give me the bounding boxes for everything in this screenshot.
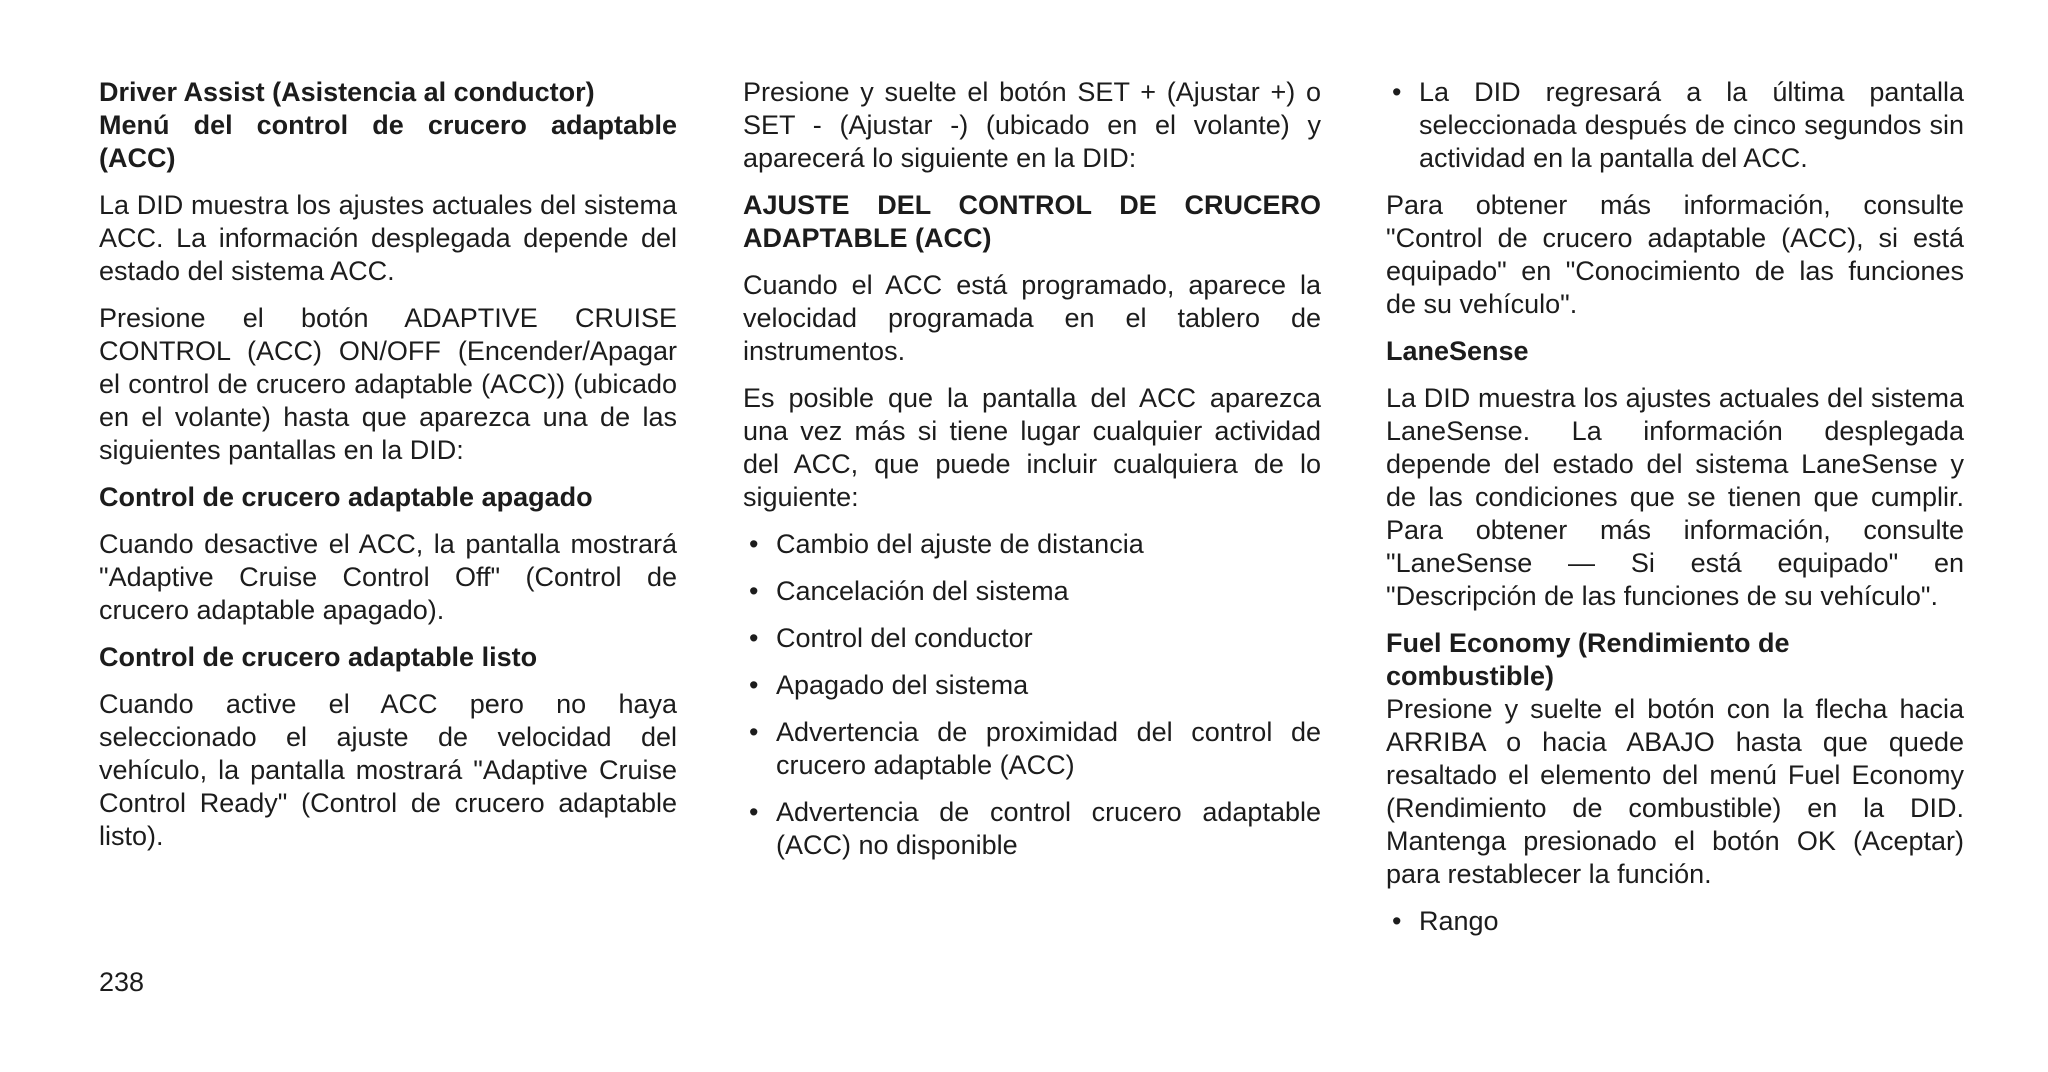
list-item — [1386, 76, 1964, 175]
section-heading-acc-menu: Menú del control de crucero adaptable (ACC) — [99, 110, 677, 173]
subheading-acc-ready: Control de crucero adaptable listo — [99, 642, 538, 672]
bullet-icon: • — [749, 670, 759, 700]
section-heading-fuel-economy: Fuel Economy (Rendimiento de combustible) — [1386, 628, 1790, 691]
bullet-icon: • — [749, 797, 759, 827]
fuel-economy-list — [1386, 905, 1964, 938]
paragraph-fuel-economy: Presione y suelte el botón con la flecha hacia ARRIBA o hacia ABAJO hasta que quede resaltado el elemento del menú Fuel Economy (Rendimiento de combustible) en la DID. Mantenga presionado el botón OK (Aceptar) para restablecer la función. — [1386, 694, 1964, 889]
bullet-icon: • — [1392, 77, 1402, 107]
list-item-text: Cancelación del sistema — [776, 576, 1069, 606]
bullet-icon: • — [749, 623, 759, 653]
paragraph-did-acc-settings: La DID muestra los ajustes actuales del sistema ACC. La información desplegada depende del estado del sistema ACC. — [99, 190, 677, 286]
list-item-text: Apagado del sistema — [776, 670, 1029, 700]
list-item — [743, 622, 1321, 655]
paragraph-acc-programmed: Cuando el ACC está programado, aparece la velocidad programada en el tablero de instrumentos. — [743, 270, 1321, 366]
list-item — [743, 669, 1321, 702]
paragraph-acc-more-info: Para obtener más información, consulte "Control de crucero adaptable (ACC), si está equipado" en "Conocimiento de las funciones de su vehículo". — [1386, 190, 1964, 319]
paragraph-acc-button-instructions: Presione el botón ADAPTIVE CRUISE CONTROL (ACC) ON/OFF (Encender/Apagar el control de crucero adaptable (ACC)) (ubicado en el volante) hasta que aparezca una de las siguientes pantallas en la DID: — [99, 303, 677, 465]
paragraph-lanesense: La DID muestra los ajustes actuales del sistema LaneSense. La información desplegada depende del estado del sistema LaneSense y de las condiciones que se tienen que cumplir. Para obtener más información, consulte "LaneSense — Si está equipado" en "Descripción de las funciones de su vehículo". — [1386, 383, 1964, 611]
section-heading-driver-assist: Driver Assist (Asistencia al conductor) — [99, 77, 595, 107]
paragraph-acc-off: Cuando desactive el ACC, la pantalla mostrará "Adaptive Cruise Control Off" (Control de crucero adaptable apagado). — [99, 529, 677, 625]
list-item — [743, 528, 1321, 561]
return-note-list — [1386, 76, 1964, 175]
list-item-text: Advertencia de control crucero adaptable (ACC) no disponible — [776, 797, 1321, 860]
paragraph-set-button: Presione y suelte el botón SET + (Ajustar +) o SET - (Ajustar -) (ubicado en el volante) y aparecerá lo siguiente en la DID: — [743, 77, 1321, 173]
list-item-text: Cambio del ajuste de distancia — [776, 529, 1144, 559]
paragraph-acc-activity: Es posible que la pantalla del ACC aparezca una vez más si tiene lugar cualquier actividad del ACC, que puede incluir cualquiera de lo siguiente: — [743, 383, 1321, 512]
bullet-icon: • — [749, 529, 759, 559]
bullet-icon: • — [749, 717, 759, 747]
paragraph-acc-ready: Cuando active el ACC pero no haya seleccionado el ajuste de velocidad del vehículo, la pantalla mostrará "Adaptive Cruise Control Ready" (Control de crucero adaptable listo). — [99, 689, 677, 851]
page-number: 238 — [99, 967, 145, 997]
list-item — [743, 796, 1321, 862]
list-item-text: Rango — [1419, 906, 1499, 936]
list-item — [743, 575, 1321, 608]
subheading-acc-off: Control de crucero adaptable apagado — [99, 482, 593, 512]
list-item-text: Control del conductor — [776, 623, 1033, 653]
bullet-icon: • — [1392, 906, 1402, 936]
column-middle — [743, 76, 1321, 876]
bullet-icon: • — [749, 576, 759, 606]
list-item-text: La DID regresará a la última pantalla seleccionada después de cinco segundos sin actividad en la pantalla del ACC. — [1419, 77, 1964, 173]
column-right — [1386, 76, 1964, 952]
subheading-acc-set: AJUSTE DEL CONTROL DE CRUCERO ADAPTABLE (ACC) — [743, 190, 1321, 253]
acc-activity-list — [743, 528, 1321, 862]
list-item — [743, 716, 1321, 782]
section-heading-lanesense: LaneSense — [1386, 336, 1529, 366]
list-item-text: Advertencia de proximidad del control de crucero adaptable (ACC) — [776, 717, 1321, 780]
column-left — [99, 76, 677, 867]
list-item — [1386, 905, 1964, 938]
